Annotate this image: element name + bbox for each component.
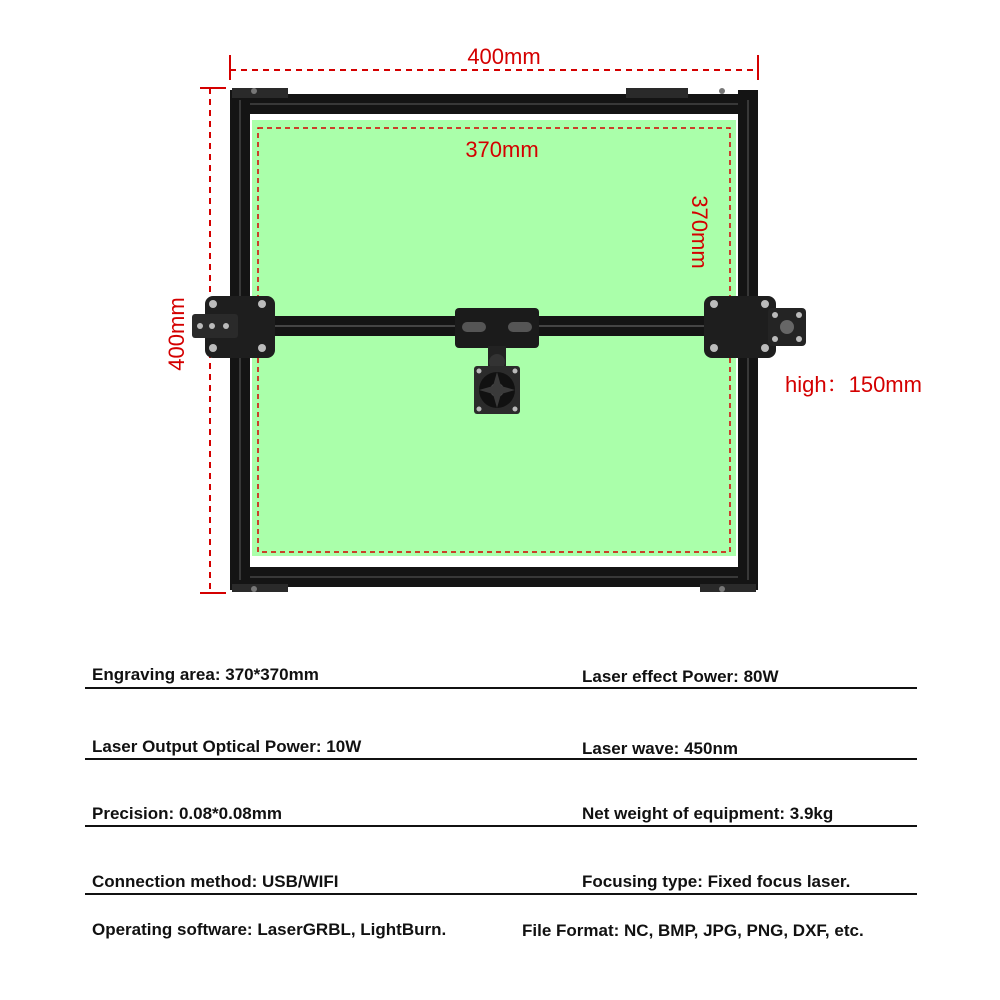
spec-value: LaserGRBL, LightBurn. bbox=[257, 920, 447, 939]
spec-key: Laser wave: bbox=[582, 739, 680, 758]
spec-value: NC, BMP, JPG, PNG, DXF, etc. bbox=[624, 921, 864, 940]
spec-operating-software bbox=[92, 920, 446, 940]
spec-value: 3.9kg bbox=[789, 804, 834, 823]
spec-key: Engraving area: bbox=[92, 665, 221, 684]
spec-value: 80W bbox=[743, 667, 779, 686]
spec-value: 450nm bbox=[684, 739, 738, 758]
spec-laser-wave bbox=[582, 739, 738, 759]
spec-net-weight bbox=[582, 804, 833, 824]
spec-value: USB/WIFI bbox=[262, 872, 339, 891]
outer-height-label: 400mm bbox=[164, 297, 189, 371]
spec-connection-method bbox=[92, 872, 339, 892]
divider bbox=[85, 893, 917, 895]
spec-key: Laser Output Optical Power: bbox=[92, 737, 322, 756]
spec-laser-effect-power bbox=[582, 667, 779, 687]
spec-value: 10W bbox=[326, 737, 362, 756]
spec-value: 370*370mm bbox=[225, 665, 319, 684]
height-label: high：150mm bbox=[785, 372, 922, 397]
spec-focusing-type bbox=[582, 872, 850, 892]
outer-width-label: 400mm bbox=[467, 44, 541, 69]
spec-key: File Format: bbox=[522, 921, 620, 940]
spec-value: Fixed focus laser. bbox=[707, 872, 851, 891]
spec-key: Operating software: bbox=[92, 920, 253, 939]
spec-key: Precision: bbox=[92, 804, 175, 823]
inner-height-label: 370mm bbox=[687, 195, 712, 269]
spec-file-format bbox=[522, 921, 864, 941]
spec-laser-output-power bbox=[92, 737, 361, 757]
divider bbox=[85, 758, 917, 760]
spec-precision bbox=[92, 804, 282, 824]
outer-width-dimension bbox=[230, 44, 758, 80]
spec-key: Focusing type: bbox=[582, 872, 703, 891]
cooling-fan-icon bbox=[474, 366, 520, 414]
divider bbox=[85, 687, 917, 689]
spec-value: 0.08*0.08mm bbox=[178, 804, 282, 823]
spec-key: Connection method: bbox=[92, 872, 258, 891]
spec-engraving-area bbox=[92, 665, 319, 685]
inner-width-label: 370mm bbox=[465, 137, 539, 162]
spec-key: Net weight of equipment: bbox=[582, 804, 786, 823]
divider bbox=[85, 825, 917, 827]
spec-key: Laser effect Power: bbox=[582, 667, 739, 686]
